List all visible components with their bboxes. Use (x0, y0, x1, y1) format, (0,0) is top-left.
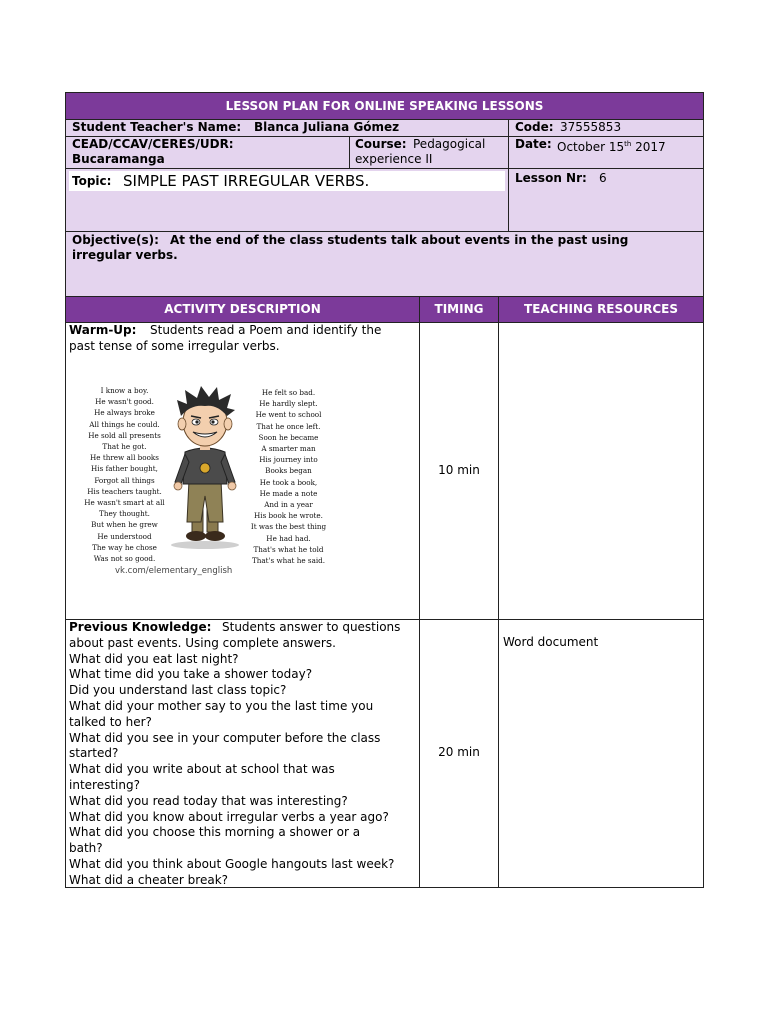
previous-knowledge-resources: Word document (503, 635, 599, 649)
topic-label: Topic: (72, 174, 112, 188)
poem-line: Was not so good. (93, 554, 156, 564)
poem-line: He had had. (266, 533, 311, 543)
poem-line: He took a book, (259, 477, 318, 487)
previous-knowledge-resources-cell (498, 619, 704, 888)
student-name-label: Student Teacher's Name: (72, 120, 242, 134)
course-label: Course: (355, 137, 407, 151)
question-line: What did you read today that was interesting? (69, 793, 348, 808)
question-line: What did your mother say to you the last time you (69, 698, 374, 713)
poem-line: That he once left. (256, 421, 321, 431)
cead-label: CEAD/CCAV/CERES/UDR: (72, 137, 234, 151)
warmup-line2: past tense of some irregular verbs. (69, 339, 280, 353)
question-line: What did you know about irregular verbs a year ago? (69, 809, 389, 824)
poem-credit: vk.com/elementary_english (115, 566, 233, 576)
poem-line: I know a boy. (100, 386, 149, 395)
lesson-number-label: Lesson Nr: (515, 171, 587, 185)
code-value: 37555853 (560, 120, 622, 134)
poem-line: That he got. (102, 442, 147, 452)
warmup-label: Warm-Up: (69, 323, 137, 337)
poem-line: He made a note (259, 488, 318, 498)
question-line: started? (69, 746, 119, 761)
objective-line2: irregular verbs. (72, 248, 178, 262)
question-line: What did you write about at school that was (69, 762, 335, 777)
date-cell (508, 136, 704, 169)
lesson-number-value: 6 (599, 171, 607, 185)
warmup-timing: 10 min (438, 463, 480, 477)
objective-label: Objective(s): (72, 233, 159, 247)
code-cell (508, 119, 704, 137)
question-line: talked to her? (69, 714, 152, 729)
date-label: Date: (515, 137, 552, 151)
topic-cell (65, 168, 509, 232)
poem-line: Forgot all things (94, 475, 155, 485)
cead-value: Bucaramanga (72, 152, 165, 166)
objective-line1: At the end of the class students talk about events in the past using (170, 233, 629, 247)
question-line: What did a cheater break? (69, 872, 229, 887)
poem-line: And in a year (264, 500, 313, 510)
poem-line: Books began (265, 466, 312, 476)
teaching-resources-header: TEACHING RESOURCES (498, 296, 704, 323)
poem-left-column (77, 385, 172, 564)
activity-description-header: ACTIVITY DESCRIPTION (65, 296, 420, 323)
course-value-line2: experience II (355, 152, 433, 166)
warmup-line1: Students read a Poem and identify the (150, 323, 382, 337)
student-name-value: Blanca Juliana Gómez (254, 120, 400, 134)
date-value: October 15th 2017 (557, 140, 666, 154)
question-line: Did you understand last class topic? (69, 683, 287, 698)
code-label: Code: (515, 120, 554, 134)
poem-line: His book he wrote. (254, 511, 323, 521)
question-line: about past events. Using complete answers. (69, 635, 336, 650)
warmup-resources-cell (498, 322, 704, 620)
lesson-number-cell (508, 168, 704, 232)
poem-line: He hardly slept. (259, 399, 318, 409)
question-line: What did you choose this morning a shower or a (69, 825, 361, 840)
timing-header: TIMING (419, 296, 499, 323)
poem-line: They thought. (99, 509, 150, 519)
poem-line: A smarter man (261, 444, 316, 454)
course-cell (349, 136, 509, 169)
poem-right-column (241, 387, 336, 566)
page-title: LESSON PLAN FOR ONLINE SPEAKING LESSONS (225, 99, 544, 113)
cead-cell (65, 136, 350, 169)
question-line: What did you eat last night? (69, 651, 239, 666)
previous-knowledge-label: Previous Knowledge: (69, 620, 212, 634)
warmup-timing-cell (419, 322, 499, 620)
objective-cell (65, 231, 704, 297)
previous-knowledge-activity-cell (65, 619, 420, 888)
question-line: What did you see in your computer before the class (69, 730, 381, 745)
title-bar (65, 92, 704, 120)
question-line: What time did you take a shower today? (69, 667, 313, 682)
warmup-activity-cell (65, 322, 420, 620)
poem-line: That's what he said. (251, 556, 326, 566)
poem-line: He threw all books (90, 453, 159, 463)
poem-line: It was the best thing (250, 522, 327, 532)
poem-line: He always broke (94, 408, 155, 418)
poem-line: His father bought, (91, 464, 158, 474)
poem-line: That's what he told (253, 544, 324, 554)
question-line: interesting? (69, 777, 140, 792)
poem-line: His journey into (259, 455, 318, 465)
course-value-line1: Pedagogical (413, 137, 486, 151)
poem-image (77, 382, 333, 578)
poem-line: The way he chose (92, 542, 157, 552)
poem-line: He sold all presents (88, 430, 161, 440)
poem-line: Soon he became (258, 432, 319, 442)
cartoon-boy-illustration (167, 382, 243, 552)
poem-line: His teachers taught. (87, 486, 162, 496)
poem-line: He went to school (255, 410, 322, 420)
question-line: bath? (69, 841, 103, 856)
question-line: What did you think about Google hangouts last week? (69, 856, 395, 871)
previous-knowledge-timing-cell (419, 619, 499, 888)
poem-line: But when he grew (91, 520, 158, 530)
questions-list (69, 636, 394, 889)
poem-line: He understood (97, 531, 152, 541)
poem-line: All things he could. (89, 419, 160, 429)
previous-knowledge-timing: 20 min (438, 745, 480, 759)
topic-value: SIMPLE PAST IRREGULAR VERBS. (123, 172, 370, 190)
student-name-cell (65, 119, 509, 137)
poem-line: He wasn't smart at all (84, 498, 165, 508)
previous-knowledge-first-line: Students answer to questions (222, 620, 401, 634)
poem-line: He wasn't good. (95, 397, 154, 407)
poem-line: He felt so bad. (261, 388, 316, 397)
